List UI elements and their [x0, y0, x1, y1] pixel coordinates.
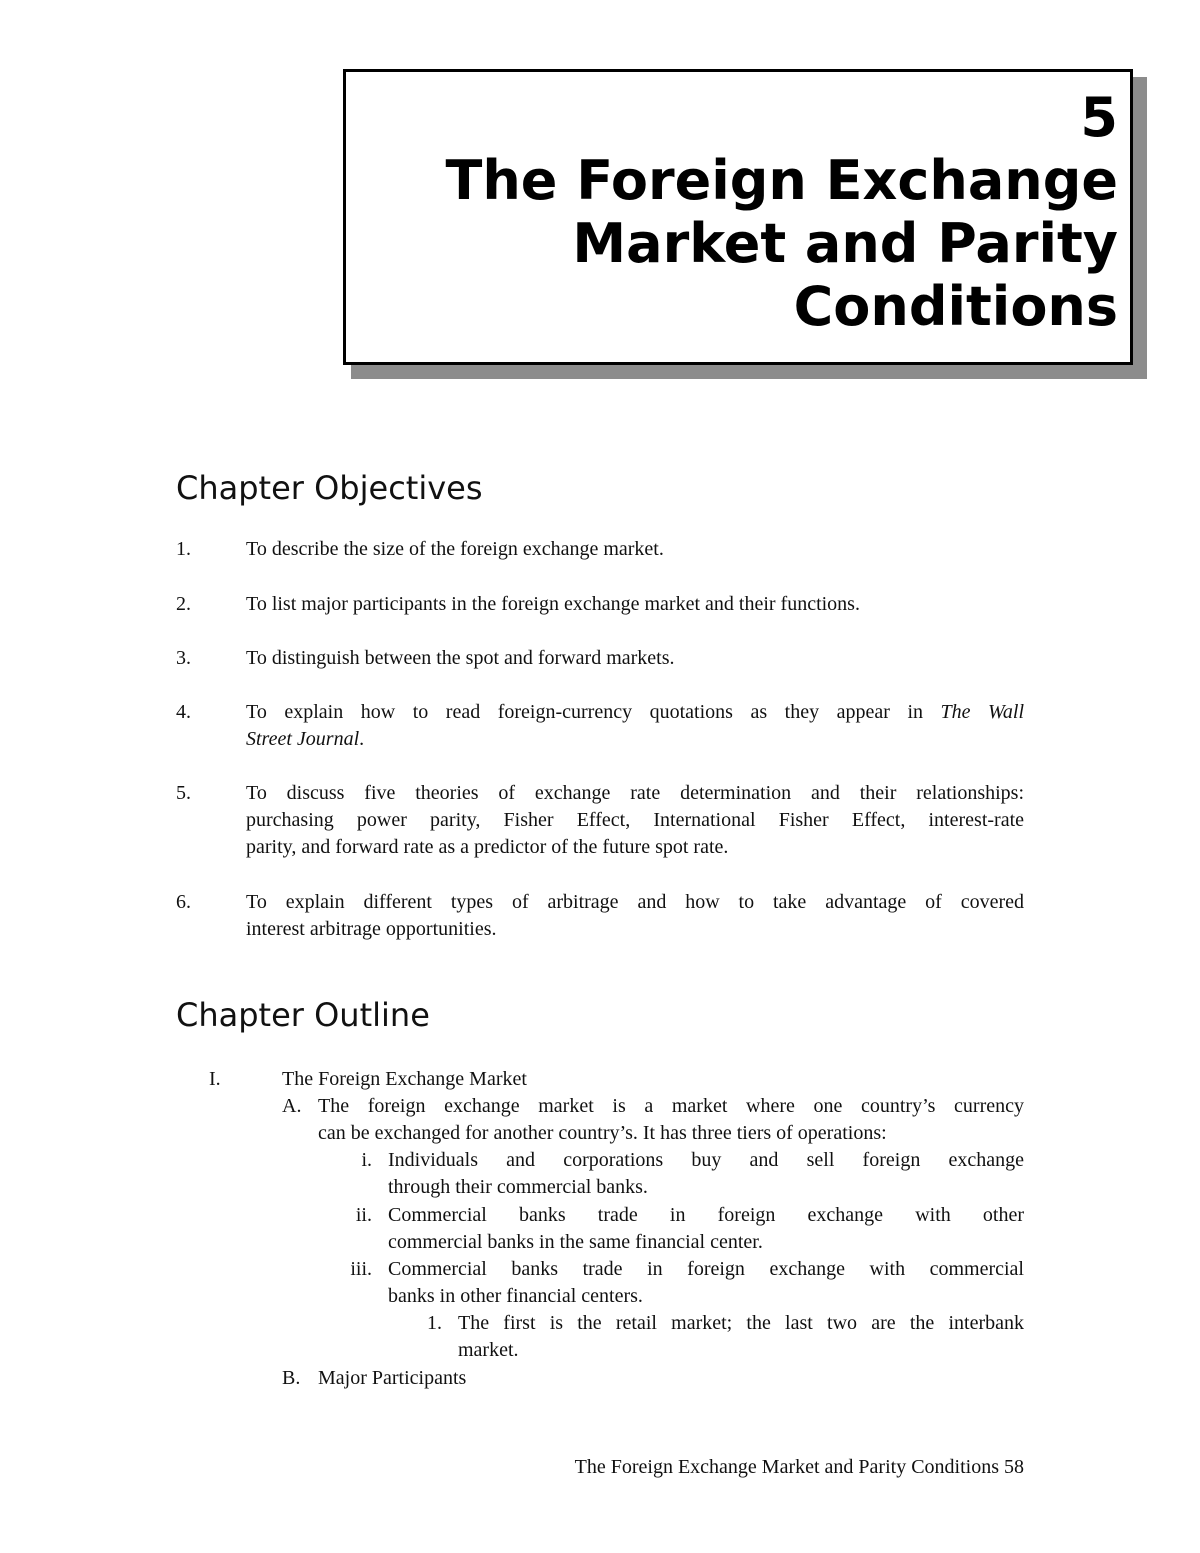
- objective-number: 4.: [176, 701, 191, 723]
- outline-item: [330, 1202, 1024, 1256]
- objective-text-line: To explain different types of arbitrage and how to take advantage of covered: [246, 891, 1024, 913]
- chapter-number: 5: [1080, 86, 1118, 149]
- objective-number: 2.: [176, 593, 191, 615]
- outline-text-line: commercial banks in the same financial center.: [388, 1231, 763, 1253]
- outline-text-line: through their commercial banks.: [388, 1176, 648, 1198]
- outline-text-line: Individuals and corporations buy and sell foreign exchange: [388, 1149, 1024, 1171]
- publication-title: The Wall: [940, 701, 1024, 723]
- chapter-title-line-3: Conditions: [793, 275, 1118, 338]
- outline-marker: I.: [209, 1068, 221, 1090]
- outline-section-title: The Foreign Exchange Market: [282, 1068, 527, 1090]
- outline-marker: iii.: [350, 1258, 372, 1280]
- outline-item-text: [388, 1147, 1024, 1201]
- outline-text-line: Commercial banks trade in foreign exchange with other: [388, 1204, 1024, 1226]
- outline-text-line: market.: [458, 1339, 519, 1361]
- page-footer: The Foreign Exchange Market and Parity Conditions 58: [574, 1456, 1024, 1478]
- outline-item: [330, 1256, 1024, 1310]
- objective-item: [176, 699, 1024, 753]
- objective-item: [176, 889, 1024, 943]
- objective-text-line: [246, 699, 1024, 726]
- objective-text-line: To discuss five theories of exchange rate determination and their relationships:: [246, 782, 1024, 804]
- outline-item: [330, 1147, 1024, 1201]
- objective-text: [246, 780, 1024, 861]
- outline-marker: i.: [361, 1149, 372, 1171]
- publication-title: Street Journal: [246, 728, 360, 750]
- outline-item-text: [318, 1093, 1024, 1147]
- outline-item: [420, 1310, 1024, 1364]
- outline-text-line: The foreign exchange market is a market where one country’s currency: [318, 1095, 1024, 1117]
- objective-text: [246, 889, 1024, 943]
- chapter-title-line-1: The Foreign Exchange: [445, 149, 1118, 212]
- outline-marker: 1.: [427, 1312, 442, 1334]
- objective-number: 6.: [176, 891, 191, 913]
- objective-item: [176, 780, 1024, 861]
- outline-marker: B.: [282, 1367, 301, 1389]
- outline-item-text: [388, 1256, 1024, 1310]
- outline-heading: Chapter Outline: [176, 996, 430, 1034]
- objective-text: [246, 699, 1024, 753]
- outline-item: [282, 1093, 1024, 1147]
- objectives-heading: Chapter Objectives: [176, 469, 483, 507]
- objective-text-plain: .: [359, 728, 365, 750]
- outline-marker: ii.: [355, 1204, 372, 1226]
- objective-item: [176, 645, 1024, 672]
- objective-number: 5.: [176, 782, 191, 804]
- chapter-title-box: [343, 69, 1133, 365]
- objective-text: To distinguish between the spot and forward markets.: [246, 647, 675, 669]
- outline-text-line: banks in other financial centers.: [388, 1285, 643, 1307]
- objective-item: [176, 536, 1024, 563]
- outline-item-text: Major Participants: [318, 1367, 467, 1389]
- objective-text-line: interest arbitrage opportunities.: [246, 918, 497, 940]
- objective-text-line: [246, 726, 1024, 753]
- objective-text-plain: To explain how to read foreign-currency quotations as they appear in: [246, 701, 941, 723]
- objective-text-line: parity, and forward rate as a predictor of the future spot rate.: [246, 836, 729, 858]
- outline-item-text: [458, 1310, 1024, 1364]
- chapter-title-line-2: Market and Parity: [572, 212, 1118, 275]
- outline-text-line: The first is the retail market; the last two are the interbank: [458, 1312, 1024, 1334]
- outline-item-text: [388, 1202, 1024, 1256]
- objective-text: To list major participants in the foreign exchange market and their functions.: [246, 593, 860, 615]
- objective-item: [176, 591, 1024, 618]
- outline-text-line: can be exchanged for another country’s. It has three tiers of operations:: [318, 1122, 887, 1144]
- objective-text-line: purchasing power parity, Fisher Effect, International Fisher Effect, interest-rate: [246, 809, 1024, 831]
- outline-marker: A.: [282, 1095, 302, 1117]
- objective-number: 1.: [176, 538, 191, 560]
- outline-text-line: Commercial banks trade in foreign exchange with commercial: [388, 1258, 1024, 1280]
- objective-number: 3.: [176, 647, 191, 669]
- objective-text: To describe the size of the foreign exchange market.: [246, 538, 664, 560]
